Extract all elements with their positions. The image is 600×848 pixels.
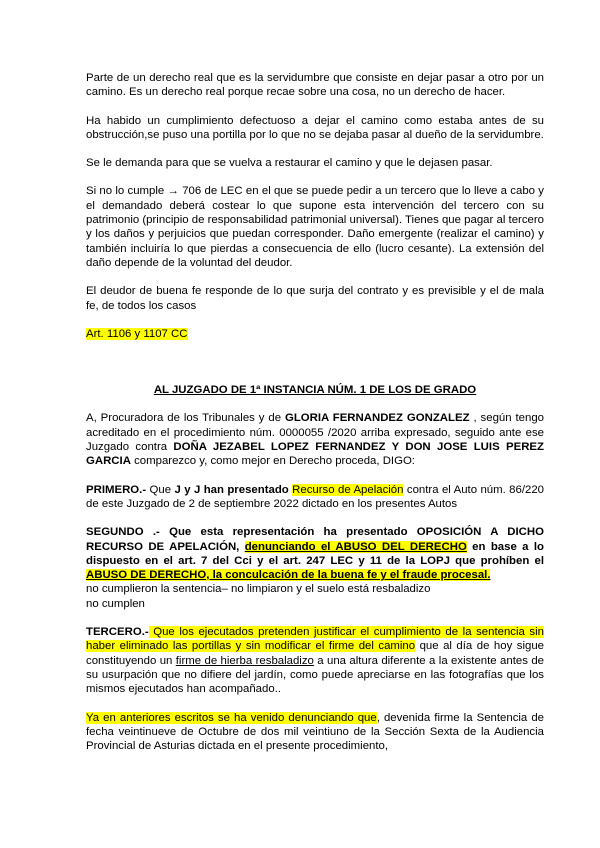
articles-reference xyxy=(86,327,544,341)
primero-paragraph: PRIMERO.- Que J y J han presentado Recurso de Apelación contra el Auto núm. 86/220 de este Juzgado de 2 de septiembre 2022 dictado en los presentes Autos xyxy=(86,483,545,510)
intro-paragraph: A, Procuradora de los Tribunales y de GLORIA FERNANDEZ GONZALEZ , según tengo acreditado en el procedimiento núm. 0000055 /2020 arriba expresado, seguido ante ese Juzgado contra DOÑA JEZABEL LOPEZ FERNANDEZ Y DON JOSE LUIS PEREZ GARCIA comparezco y, como mejor en Derecho proceda, DIGO: xyxy=(86,412,544,468)
primero-label: PRIMERO.- xyxy=(86,483,147,496)
recurso-highlight: Recurso de Apelación xyxy=(292,483,404,496)
segundo-paragraph: SEGUNDO .- Que esta representación ha presentado OPOSICIÓN A DICHO RECURSO DE APELACIÓN, denunciando el ABUSO DEL DERECHO en base a lo dispuesto en el art. 7 del Cci y el art. 247 LEC y 11 de la LOPJ que prohíben el ABUSO DE DERECHO, la conculcación de la buena fe y el fraude procesal. xyxy=(86,526,544,582)
final-paragraph: Ya en anteriores escritos se ha venido denunciando que, devenida firme la Sentencia de fecha veintinueve de Octubre de dos mil veintiuno de la Sección Sexta de la Audiencia Provincial de Asturias dictada en el presente procedimiento, xyxy=(86,711,544,753)
firme-hierba-text: firme de hierba resbaladizo xyxy=(175,654,314,667)
paragraph-servidumbre: Parte de un derecho real que es la servidumbre que consiste en dejar pasar a otro por un camino. Es un derecho real porque recae sobre una cosa, no un derecho de hacer. xyxy=(86,72,544,99)
tercero-highlight: Que los ejecutados pretenden justificar el cumplimiento de la sentencia sin haber eliminado las portillas y sin modificar el firme del camino xyxy=(86,626,544,653)
tercero-paragraph: TERCERO.- Que los ejecutados pretenden justificar el cumplimiento de la sentencia sin haber eliminado las portillas y sin modificar el firme del camino que al día de hoy sigue constituyendo un firme de hierba resbaladizo a una altura diferente a la existente antes de su usurpación que no difiere del jardín, como puede apreciarse en las fotografías que los mismos ejecutados han acompañado.. xyxy=(86,626,544,696)
court-heading: AL JUZGADO DE 1ª INSTANCIA NÚM. 1 DE LOS DE GRADO xyxy=(153,384,477,397)
tercero-label: TERCERO.- xyxy=(86,626,149,639)
abuso-derecho-highlight: denunciando el ABUSO DEL DERECHO xyxy=(244,540,467,553)
paragraph-cumplimiento: Ha habido un cumplimiento defectuoso a dejar el camino como estaba antes de su obstrucción,se puso una portilla por lo que no se dejaba pasar al dueño de la servidumbre. xyxy=(86,114,544,141)
segundo-note-2: no cumplen xyxy=(86,597,145,610)
paragraph-demanda: Se le demanda para que se vuelva a restaurar el camino y que le dejasen pasar. xyxy=(86,157,493,170)
paragraph-lec-706: Si no lo cumple → 706 de LEC en el que se puede pedir a un tercero que lo lleve a cabo y el demandado deberá costear lo que supone esta intervención del tercero con su patrimonio (principio de responsabilidad patrimonial universal). Tienes que pagar al tercero y los daños y perjuicios que puedan corresponder. Daño emergente (realizar el camino) y también incluiría lo que pierdas a consecuencia de ello (lucro cesante). La extensión del daño depende de la voluntad del deudor. xyxy=(86,185,544,269)
paragraph-deudor: El deudor de buena fe responde de lo que surja del contrato y es previsible y el de mala fe, de todos los casos xyxy=(86,285,544,312)
segundo-note-1: no cumplieron la sentencia– no limpiaron y el suelo está resbaladizo xyxy=(86,583,431,596)
defendants-names: DOÑA JEZABEL LOPEZ FERNANDEZ Y DON JOSE LUIS PEREZ GARCIA xyxy=(86,441,544,468)
final-highlight: Ya en anteriores escritos se ha venido denunciando que xyxy=(86,711,377,724)
articles-highlight: Art. 1106 y 1107 CC xyxy=(86,327,188,340)
document-page xyxy=(86,71,544,753)
fraude-procesal-highlight: ABUSO DE DERECHO, la conculcación de la buena fe y el fraude procesal. xyxy=(86,569,491,582)
client-name: GLORIA FERNANDEZ GONZALEZ xyxy=(284,412,470,425)
